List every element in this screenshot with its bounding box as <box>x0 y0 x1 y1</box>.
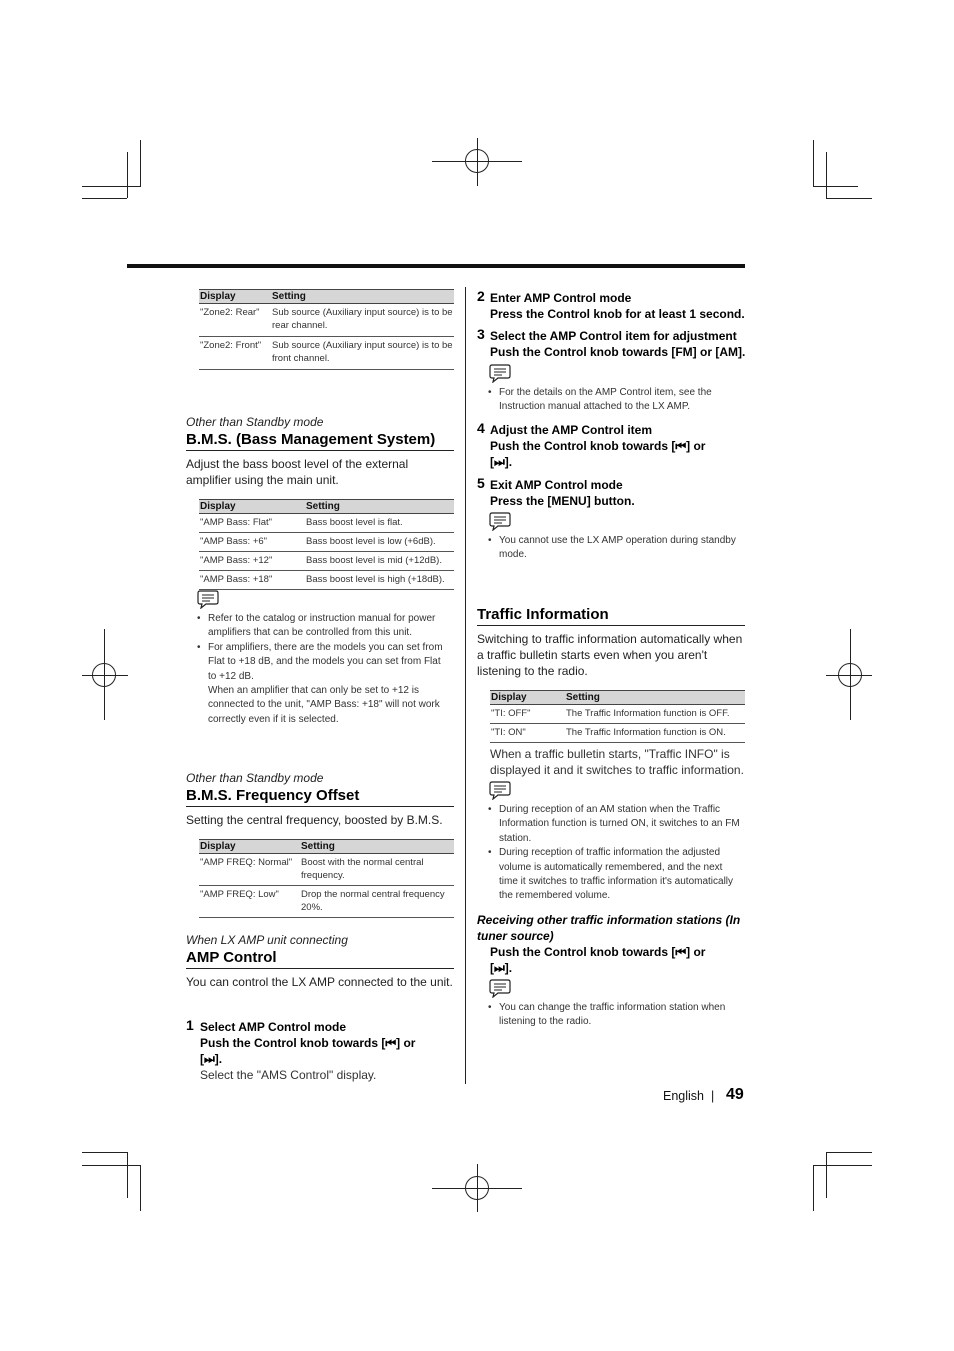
table-cell: Boost with the normal central frequency. <box>300 854 454 886</box>
table-cell: "TI: OFF" <box>490 705 565 724</box>
table-cell: The Traffic Information function is OFF. <box>565 705 745 724</box>
step-instruction: Press the Control knob for at least 1 second. <box>490 307 745 321</box>
table-row <box>199 552 454 571</box>
page-number: 49 <box>726 1086 744 1103</box>
table-cell: "AMP Bass: +6" <box>199 533 305 552</box>
step-instruction: Push the Control knob towards [⏮] or <box>490 439 706 453</box>
table-row <box>490 705 745 724</box>
step-5-notes <box>486 534 744 563</box>
section-context: When LX AMP unit connecting <box>186 933 348 947</box>
section-title: Traffic Information <box>477 606 745 626</box>
amp-control-section <box>186 933 454 990</box>
table-row <box>199 304 454 337</box>
table-cell: The Traffic Information function is ON. <box>565 724 745 743</box>
section-title: AMP Control <box>186 949 454 969</box>
table-cell: "Zone2: Rear" <box>199 304 271 337</box>
step-note: Select the "AMS Control" display. <box>200 1068 377 1082</box>
table-cell: Bass boost level is mid (+12dB). <box>305 552 454 571</box>
table-row <box>199 533 454 552</box>
table-cell: "AMP FREQ: Low" <box>199 886 300 918</box>
header-rule <box>127 264 745 268</box>
section-context: Other than Standby mode <box>186 771 324 785</box>
table-cell: "AMP FREQ: Normal" <box>199 854 300 886</box>
bms-freq-section <box>186 771 454 828</box>
note-icon <box>489 978 511 1003</box>
step-instruction: [⏭]. <box>200 1052 223 1066</box>
table-cell: Drop the normal central frequency 20%. <box>300 886 454 918</box>
step-instruction: Push the Control knob towards [⏮] or <box>490 945 706 959</box>
column-divider <box>465 287 466 1084</box>
bms-table <box>199 499 454 590</box>
paragraph: When a traffic bulletin starts, "Traffic INFO" is displayed it and it switches to traffic information. <box>490 747 744 777</box>
table-cell: "Zone2: Front" <box>199 337 271 370</box>
table-header-display: Display <box>199 500 305 514</box>
step-number: 5 <box>477 475 485 491</box>
table-header-display: Display <box>199 840 300 854</box>
traffic-sub-notes <box>486 1001 744 1030</box>
table-cell: Bass boost level is flat. <box>305 514 454 533</box>
table-row <box>199 886 454 918</box>
table-header-display: Display <box>199 290 271 304</box>
table-row <box>490 724 745 743</box>
step-2 <box>490 290 746 322</box>
table-header-setting: Setting <box>305 500 454 514</box>
traffic-sub-instructions <box>490 944 746 976</box>
list-item: • During reception of an AM station when the Traffic Information function is turned ON, it switches to an FM station. <box>486 803 744 846</box>
step-instruction: Push the Control knob towards [FM] or [AM]. <box>490 345 746 359</box>
section-description: Switching to traffic information automatically when a traffic bulletin starts even when you aren't listening to the radio. <box>477 632 743 678</box>
step-number: 1 <box>186 1017 194 1033</box>
list-item: • Refer to the catalog or instruction manual for power amplifiers that can be controlled from this unit. <box>195 612 449 641</box>
section-context: Other than Standby mode <box>186 415 324 429</box>
table-header-display: Display <box>490 691 565 705</box>
footer-separator: | <box>711 1089 715 1103</box>
table-cell: Bass boost level is low (+6dB). <box>305 533 454 552</box>
table-header-setting: Setting <box>565 691 745 705</box>
step-instruction: [⏭]. <box>490 961 513 975</box>
section-description: You can control the LX AMP connected to the unit. <box>186 975 453 989</box>
table-cell: Sub source (Auxiliary input source) is to be front channel. <box>271 337 454 370</box>
traffic-subsection <box>477 912 745 944</box>
step-4 <box>490 422 746 470</box>
table-row <box>199 514 454 533</box>
section-title: B.M.S. (Bass Management System) <box>186 431 454 451</box>
subsection-heading: Receiving other traffic information stations (In tuner source) <box>477 913 741 943</box>
table-row <box>199 571 454 590</box>
bms-table-wrapper <box>199 499 454 590</box>
step-instruction: Push the Control knob towards [⏮] or <box>200 1036 416 1050</box>
zone-table-wrapper <box>199 289 454 370</box>
table-header-setting: Setting <box>300 840 454 854</box>
list-item: • You can change the traffic information station when listening to the radio. <box>486 1001 744 1030</box>
table-cell: Sub source (Auxiliary input source) is to be rear channel. <box>271 304 454 337</box>
zone-table <box>199 289 454 370</box>
step-3-notes <box>486 386 736 415</box>
step-title: Select the AMP Control item for adjustment <box>490 329 737 343</box>
table-row <box>199 854 454 886</box>
list-item-continuation: When an amplifier that can only be set to +12 is connected to the unit, "AMP Bass: +18" will not work correctly even if it is selected. <box>208 685 440 725</box>
step-instruction: Press the [MENU] button. <box>490 494 635 508</box>
step-title: Adjust the AMP Control item <box>490 423 652 437</box>
traffic-section <box>477 606 745 679</box>
list-item: • For the details on the AMP Control item, see the Instruction manual attached to the LX AMP. <box>486 386 736 415</box>
table-cell: Bass boost level is high (+18dB). <box>305 571 454 590</box>
bms-section <box>186 415 454 488</box>
step-number: 2 <box>477 288 485 304</box>
traffic-after-table <box>490 746 746 778</box>
step-3 <box>490 328 746 360</box>
list-item: • For amplifiers, there are the models you can set from Flat to +18 dB, and the models you can set from Flat to +12 dB. <box>195 641 449 684</box>
table-row <box>199 337 454 370</box>
section-title: B.M.S. Frequency Offset <box>186 787 454 807</box>
bms-notes <box>195 612 449 727</box>
table-header-setting: Setting <box>271 290 454 304</box>
note-icon <box>489 511 511 536</box>
bms-freq-table <box>199 839 454 918</box>
section-description: Setting the central frequency, boosted by B.M.S. <box>186 813 443 827</box>
traffic-table <box>490 690 745 743</box>
step-title: Exit AMP Control mode <box>490 478 623 492</box>
table-cell: "AMP Bass: Flat" <box>199 514 305 533</box>
traffic-table-wrapper <box>490 690 745 743</box>
note-icon <box>197 589 219 614</box>
list-item: • You cannot use the LX AMP operation during standby mode. <box>486 534 744 563</box>
list-item: • During reception of traffic information the adjusted volume is automatically remembered, and the next time it switches to traffic information it's automatically the remembered volume. <box>486 846 744 904</box>
step-title: Select AMP Control mode <box>200 1020 347 1034</box>
step-1 <box>200 1019 454 1083</box>
step-title: Enter AMP Control mode <box>490 291 632 305</box>
step-number: 3 <box>477 326 485 342</box>
step-instruction: [⏭]. <box>490 455 513 469</box>
step-number: 4 <box>477 420 485 436</box>
table-cell: "AMP Bass: +12" <box>199 552 305 571</box>
table-cell: "TI: ON" <box>490 724 565 743</box>
table-cell: "AMP Bass: +18" <box>199 571 305 590</box>
traffic-notes <box>486 803 744 904</box>
footer-language: English <box>663 1089 704 1103</box>
note-icon <box>489 363 511 388</box>
section-description: Adjust the bass boost level of the external amplifier using the main unit. <box>186 457 409 487</box>
bms-freq-table-wrapper <box>199 839 454 918</box>
step-5 <box>490 477 746 509</box>
note-icon <box>489 780 511 805</box>
